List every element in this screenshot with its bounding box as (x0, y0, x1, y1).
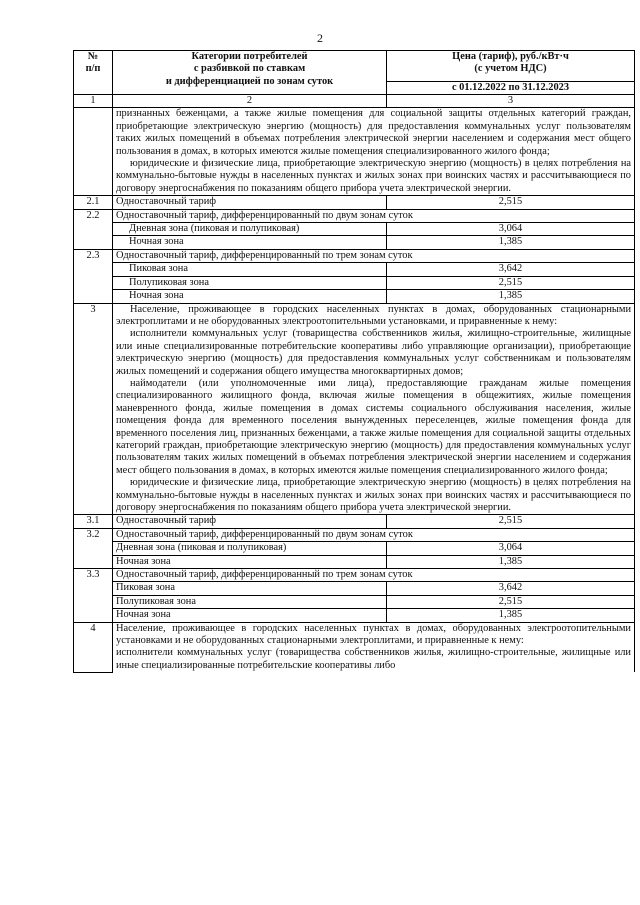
tariff-table (73, 50, 635, 673)
row-label: Одноставочный тариф, дифференцированный по трем зонам суток (113, 569, 635, 582)
category-description (113, 622, 635, 672)
header-number: № п/п (74, 51, 113, 95)
table-row (74, 528, 635, 541)
column-number: 2 (113, 95, 387, 108)
table-row (74, 223, 635, 236)
zone-label: Ночная зона (113, 609, 387, 622)
category-row (74, 108, 635, 196)
category-description (113, 303, 635, 515)
column-numbers-row (74, 95, 635, 108)
row-value: 2,515 (387, 515, 635, 528)
paragraph: юридические и физические лица, приобретающие электрическую энергию (мощность) в целях потребления на коммунально-бытовые нужды в населенных пунктах и жилых зонах при воинских частях и рассчитывающиеся по договору энергоснабжения по показаниям общего прибора учета электрической энергии. (116, 477, 631, 513)
table-row (74, 196, 635, 209)
paragraph: Население, проживающее в городских населенных пунктах в домах, оборудованных электроотопительными установками и не оборудованных стационарными электроплитами, и приравненные к нему: (116, 622, 631, 647)
zone-label: Ночная зона (113, 290, 387, 303)
table-row (74, 609, 635, 622)
row-number: 3.2 (74, 528, 113, 568)
table-row (74, 290, 635, 303)
category-description (113, 108, 635, 196)
zone-value: 2,515 (387, 595, 635, 608)
paragraph: наймодатели (или уполномоченные ими лица), предоставляющие гражданам жилые помещения специализированного жилищного фонда, включая жилые помещения в общежитиях, жилые помещения маневренного фонда, жилые помещения в домах системы социального обслуживания населения, жилые помещения фонда для временного поселения вынужденных переселенцев, жилые помещения фонда для временного поселения лиц, признанных беженцами, а также жилые помещения для социальной защиты отдельных категорий граждан, приобретающие электрическую энергию (мощность) для предоставления коммунальных услуг пользователям таких жилых помещений в объемах потребления электрической энергии населением и содержания мест общего пользования в домах, в которых имеются жилые помещения специализированного жилого фонда; (116, 377, 631, 476)
row-label: Одноставочный тариф, дифференцированный по двум зонам суток (113, 528, 635, 541)
row-number: 2.1 (74, 196, 113, 209)
zone-label: Дневная зона (пиковая и полупиковая) (113, 223, 387, 236)
category-row (74, 303, 635, 515)
zone-value: 1,385 (387, 236, 635, 249)
paragraph: юридические и физические лица, приобретающие электрическую энергию (мощность) в целях потребления на коммунально-бытовые нужды в населенных пунктах и жилых зонах при воинских частях и рассчитывающиеся по договору энергоснабжения по показаниям общего прибора учета электрической энергии. (116, 158, 631, 194)
table-row (74, 249, 635, 262)
table-row (74, 263, 635, 276)
zone-value: 1,385 (387, 609, 635, 622)
zone-label: Полупиковая зона (113, 595, 387, 608)
paragraph: Население, проживающее в городских населенных пунктах в домах, оборудованных стационарными электроплитами и не оборудованных электроотопительными установками, и приравненные к нему: (116, 303, 631, 327)
table-header-row (74, 51, 635, 82)
table-row (74, 276, 635, 289)
paragraph: признанных беженцами, а также жилые помещения для социальной защиты отдельных категорий граждан, приобретающие электрическую энергию (мощность) для предоставления коммунальных услуг пользователям таких жилых помещений в объемах потребления электрической энергии населением и содержания мест общего пользования в домах, в которых имеются жилые помещения специализированного жилого фонда; (116, 108, 631, 157)
zone-value: 1,385 (387, 290, 635, 303)
zone-label: Дневная зона (пиковая и полупиковая) (113, 542, 387, 555)
row-label: Одноставочный тариф (113, 196, 387, 209)
column-number: 3 (387, 95, 635, 108)
zone-value: 3,642 (387, 263, 635, 276)
table-row (74, 569, 635, 582)
row-label: Одноставочный тариф (113, 515, 387, 528)
zone-value: 3,064 (387, 542, 635, 555)
table-row (74, 595, 635, 608)
zone-value: 3,064 (387, 223, 635, 236)
row-number: 2.3 (74, 249, 113, 303)
zone-label: Пиковая зона (113, 582, 387, 595)
header-category: Категории потребителей с разбивкой по ставкам и дифференциацией по зонам суток (113, 51, 387, 95)
table-row (74, 542, 635, 555)
table-row (74, 209, 635, 222)
row-number: 3.3 (74, 569, 113, 623)
zone-value: 1,385 (387, 555, 635, 568)
column-number: 1 (74, 95, 113, 108)
row-number: 2.2 (74, 209, 113, 249)
row-number (74, 108, 113, 196)
paragraph: исполнители коммунальных услуг (товарищества собственников жилья, жилищно-строительные, жилищные или иные специализированные потребительские кооперативы либо управляющие организации), приобретающие электрическую энергию (мощность) для предоставления коммунальных услуг собственникам и пользователям жилых помещений и содержания общего имущества многоквартирных домов; (116, 328, 631, 377)
zone-value: 2,515 (387, 276, 635, 289)
table-row (74, 555, 635, 568)
row-label: Одноставочный тариф, дифференцированный по трем зонам суток (113, 249, 635, 262)
category-row (74, 622, 635, 672)
table-row (74, 236, 635, 249)
table-row (74, 582, 635, 595)
row-value: 2,515 (387, 196, 635, 209)
zone-label: Ночная зона (113, 236, 387, 249)
header-price: Цена (тариф), руб./кВт·ч (с учетом НДС) (387, 51, 635, 82)
zone-label: Пиковая зона (113, 263, 387, 276)
zone-label: Ночная зона (113, 555, 387, 568)
page-number: 2 (317, 31, 323, 45)
row-number: 4 (74, 622, 113, 672)
row-number: 3 (74, 303, 113, 515)
table-row (74, 515, 635, 528)
header-period: с 01.12.2022 по 31.12.2023 (387, 82, 635, 95)
paragraph: исполнители коммунальных услуг (товарищества собственников жилья, жилищно-строительные, жилищные или иные специализированные потребительские кооперативы либо (116, 647, 631, 671)
zone-value: 3,642 (387, 582, 635, 595)
zone-label: Полупиковая зона (113, 276, 387, 289)
row-label: Одноставочный тариф, дифференцированный по двум зонам суток (113, 209, 635, 222)
row-number: 3.1 (74, 515, 113, 528)
